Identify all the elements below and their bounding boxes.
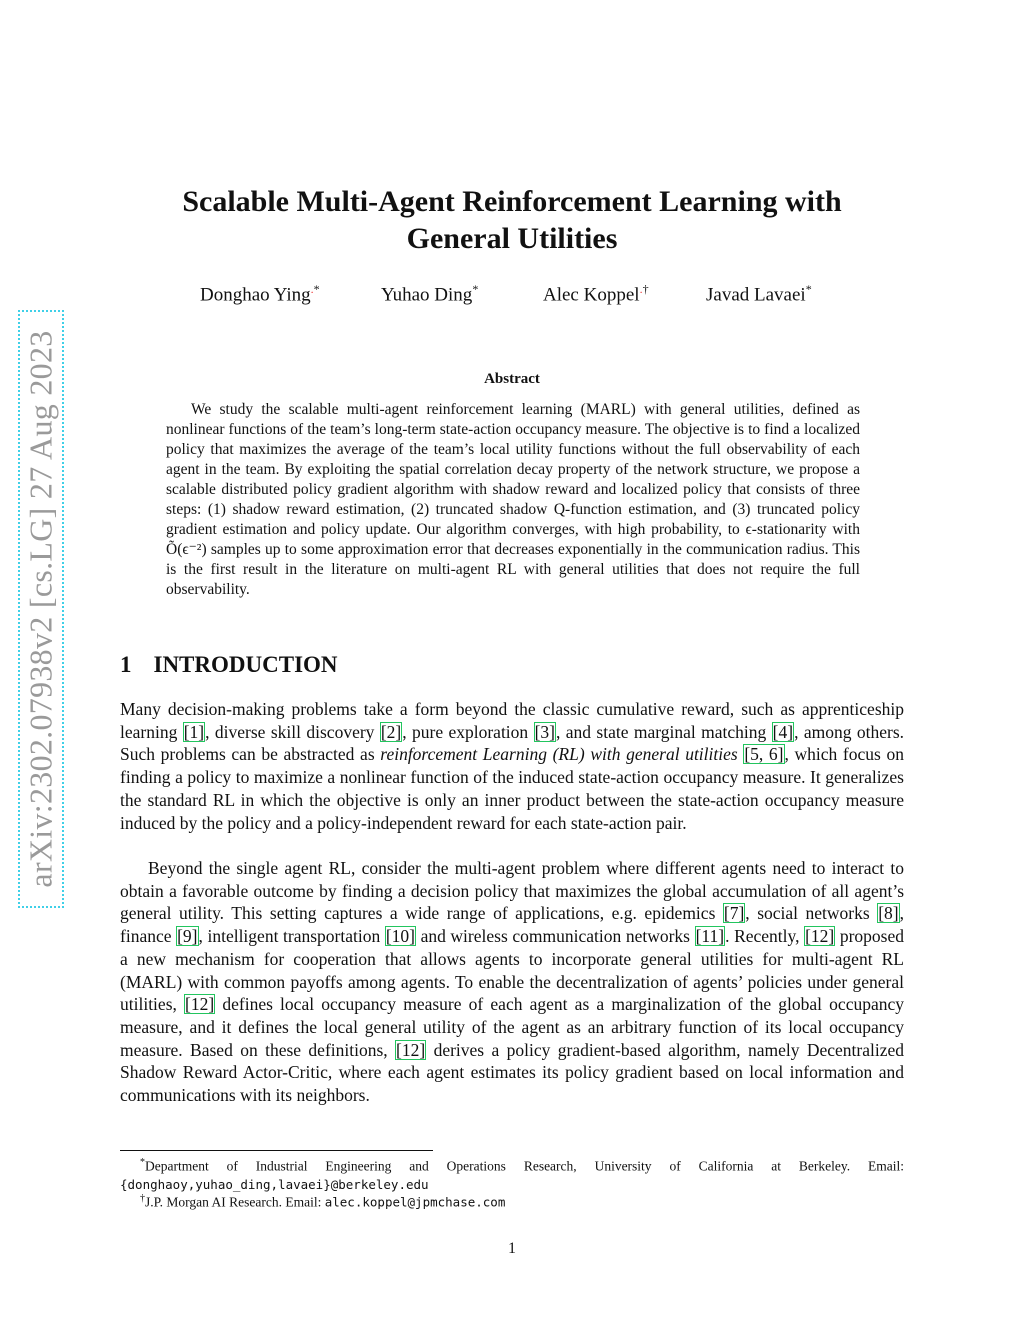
section-title: INTRODUCTION (153, 652, 338, 677)
intro-paragraph-2 (120, 857, 904, 1107)
citation-link[interactable]: [7] (723, 903, 745, 924)
text-run: , diverse skill discovery (205, 721, 380, 742)
footnote-mark: * (140, 1157, 145, 1168)
citation-link[interactable]: [12] (185, 994, 215, 1015)
citation-link[interactable]: [3] (534, 721, 555, 742)
text-run: and wireless communication networks (415, 926, 695, 947)
page-number: 1 (508, 1240, 516, 1257)
text-run: , which focus on finding a policy to maximize a nonlinear function of the induced state-action occupancy measure. It generalizes the standard RL in which the objective is only an inner product between the state-action occupancy measure induced by the policy and a policy-independent reward for each state-action pair. (120, 744, 904, 833)
section-heading-introduction (120, 652, 338, 678)
author-name: Yuhao Ding (381, 284, 473, 306)
author-name: Javad Lavaei (706, 284, 806, 306)
text-run: . Recently, (725, 926, 805, 947)
author-javad-lavaei (706, 282, 812, 306)
arxiv-identifier-stamp (18, 310, 64, 908)
citation-link[interactable]: [9] (177, 926, 198, 947)
author-alec-koppel: Alec Koppel.† (543, 282, 649, 306)
text-run: , pure exploration (402, 721, 534, 742)
abstract-heading: Abstract (484, 371, 540, 387)
author-list (0, 282, 1024, 308)
footnote-email[interactable]: {donghaoy,yuhao_ding,lavaei}@berkeley.edu (120, 1176, 429, 1192)
author-affiliation-mark[interactable]: * (805, 282, 812, 296)
footnote-affiliation-berkeley (120, 1154, 904, 1194)
text-run: derives a policy gradient-based algorithm, namely Decentralized Shadow Reward Actor-Critic, where each agent estimates its policy gradient based on local information and communications with its neighbors. (120, 1039, 904, 1106)
abstract-text: We study the scalable multi-agent reinforcement learning (MARL) with general utilities, defined as nonlinear functions of the team’s long-term state-action occupancy measure. The objective is to find a localized policy that maximizes the average of the team’s local utility functions without the full observability of each agent in the team. By exploiting the spatial correlation decay property of the network structure, we propose a scalable distributed policy gradient algorithm with shadow reward and localized policy that consists of three steps: (1) shadow reward estimation, (2) truncated shadow Q-function estimation, and (3) truncated policy gradient estimation and policy update. Our algorithm converges, with high probability, to ϵ-stationarity with Õ(ϵ⁻²) samples up to some approximation error that decreases exponentially in the communication radius. This is the first result in the literature on multi-agent RL with general utilities that does not require the full observability. (166, 401, 860, 598)
footnote-mark: † (140, 1193, 145, 1204)
author-yuhao-ding (381, 282, 478, 306)
citation-link[interactable]: [4] (772, 721, 794, 742)
footnote-email[interactable]: alec.koppel@jpmchase.com (324, 1194, 506, 1210)
text-run: Beyond the single agent RL, consider the multi-agent problem where different agents need to interact to obtain a favorable outcome by finding a decision policy that maximizes the global accumulation of all agent’s general utility. This setting captures a wide range of applications, e.g. epidemics (120, 858, 904, 924)
text-run: , social networks (745, 903, 878, 924)
author-affiliation-mark[interactable]: † (642, 282, 649, 296)
author-affiliation-mark[interactable]: * (472, 282, 479, 296)
author-name: Alec Koppel (543, 284, 640, 306)
citation-link[interactable]: [10] (385, 926, 415, 947)
arxiv-identifier-text: arXiv:2302.07938v2 [cs.LG] 27 Aug 2023 (22, 330, 59, 888)
section-number: 1 (120, 652, 132, 677)
text-run: defines local occupancy measure of each agent as a marginalization of the global occupancy measure, and it defines the local general utility of the agent as an arbitrary function of its local occupancy measure. Based on these definitions, (120, 994, 905, 1060)
text-run: , among others. Such problems can be abstracted as (120, 721, 905, 765)
text-run: , and state marginal matching (555, 721, 772, 742)
text-run: , intelligent transportation (198, 926, 385, 947)
author-name: Donghao Ying (200, 284, 311, 306)
citation-link[interactable]: [11] (695, 926, 725, 947)
text-run: Many decision-making problems take a form beyond the classic cumulative reward, such as apprenticeship learning (120, 699, 904, 742)
citation-link[interactable]: [5, 6] (744, 744, 784, 765)
emphasized-term: reinforcement Learning (RL) with general utilities (380, 744, 738, 765)
intro-paragraph-1 (120, 698, 904, 834)
citation-link[interactable]: [12] (396, 1039, 426, 1060)
citation-link[interactable]: [12] (805, 926, 835, 947)
text-run: , finance (120, 903, 904, 947)
footnote-divider (120, 1150, 433, 1151)
text-run: proposed a new mechanism for cooperation that allows agents to incorporate general utilities for multi-agent RL (MARL) with common payoffs among agents. To enable the decentralization of agents’ policies under general utilities, (120, 926, 904, 1015)
citation-link[interactable]: [1] (183, 721, 205, 742)
paper-title: Scalable Multi-Agent Reinforcement Learning with General Utilities (182, 185, 842, 255)
citation-link[interactable]: [2] (380, 721, 402, 742)
footnote-text: Department of Industrial Engineering and Operations Research, University of California at Berkeley. Email: (145, 1158, 904, 1174)
author-donghao-ying: Donghao Ying.* (200, 282, 320, 306)
author-affiliation-mark[interactable]: * (313, 282, 320, 296)
citation-link[interactable]: [8] (878, 903, 899, 924)
footnote-text: J.P. Morgan AI Research. Email: (145, 1194, 325, 1210)
footnote-affiliation-jpmorgan (120, 1190, 904, 1212)
